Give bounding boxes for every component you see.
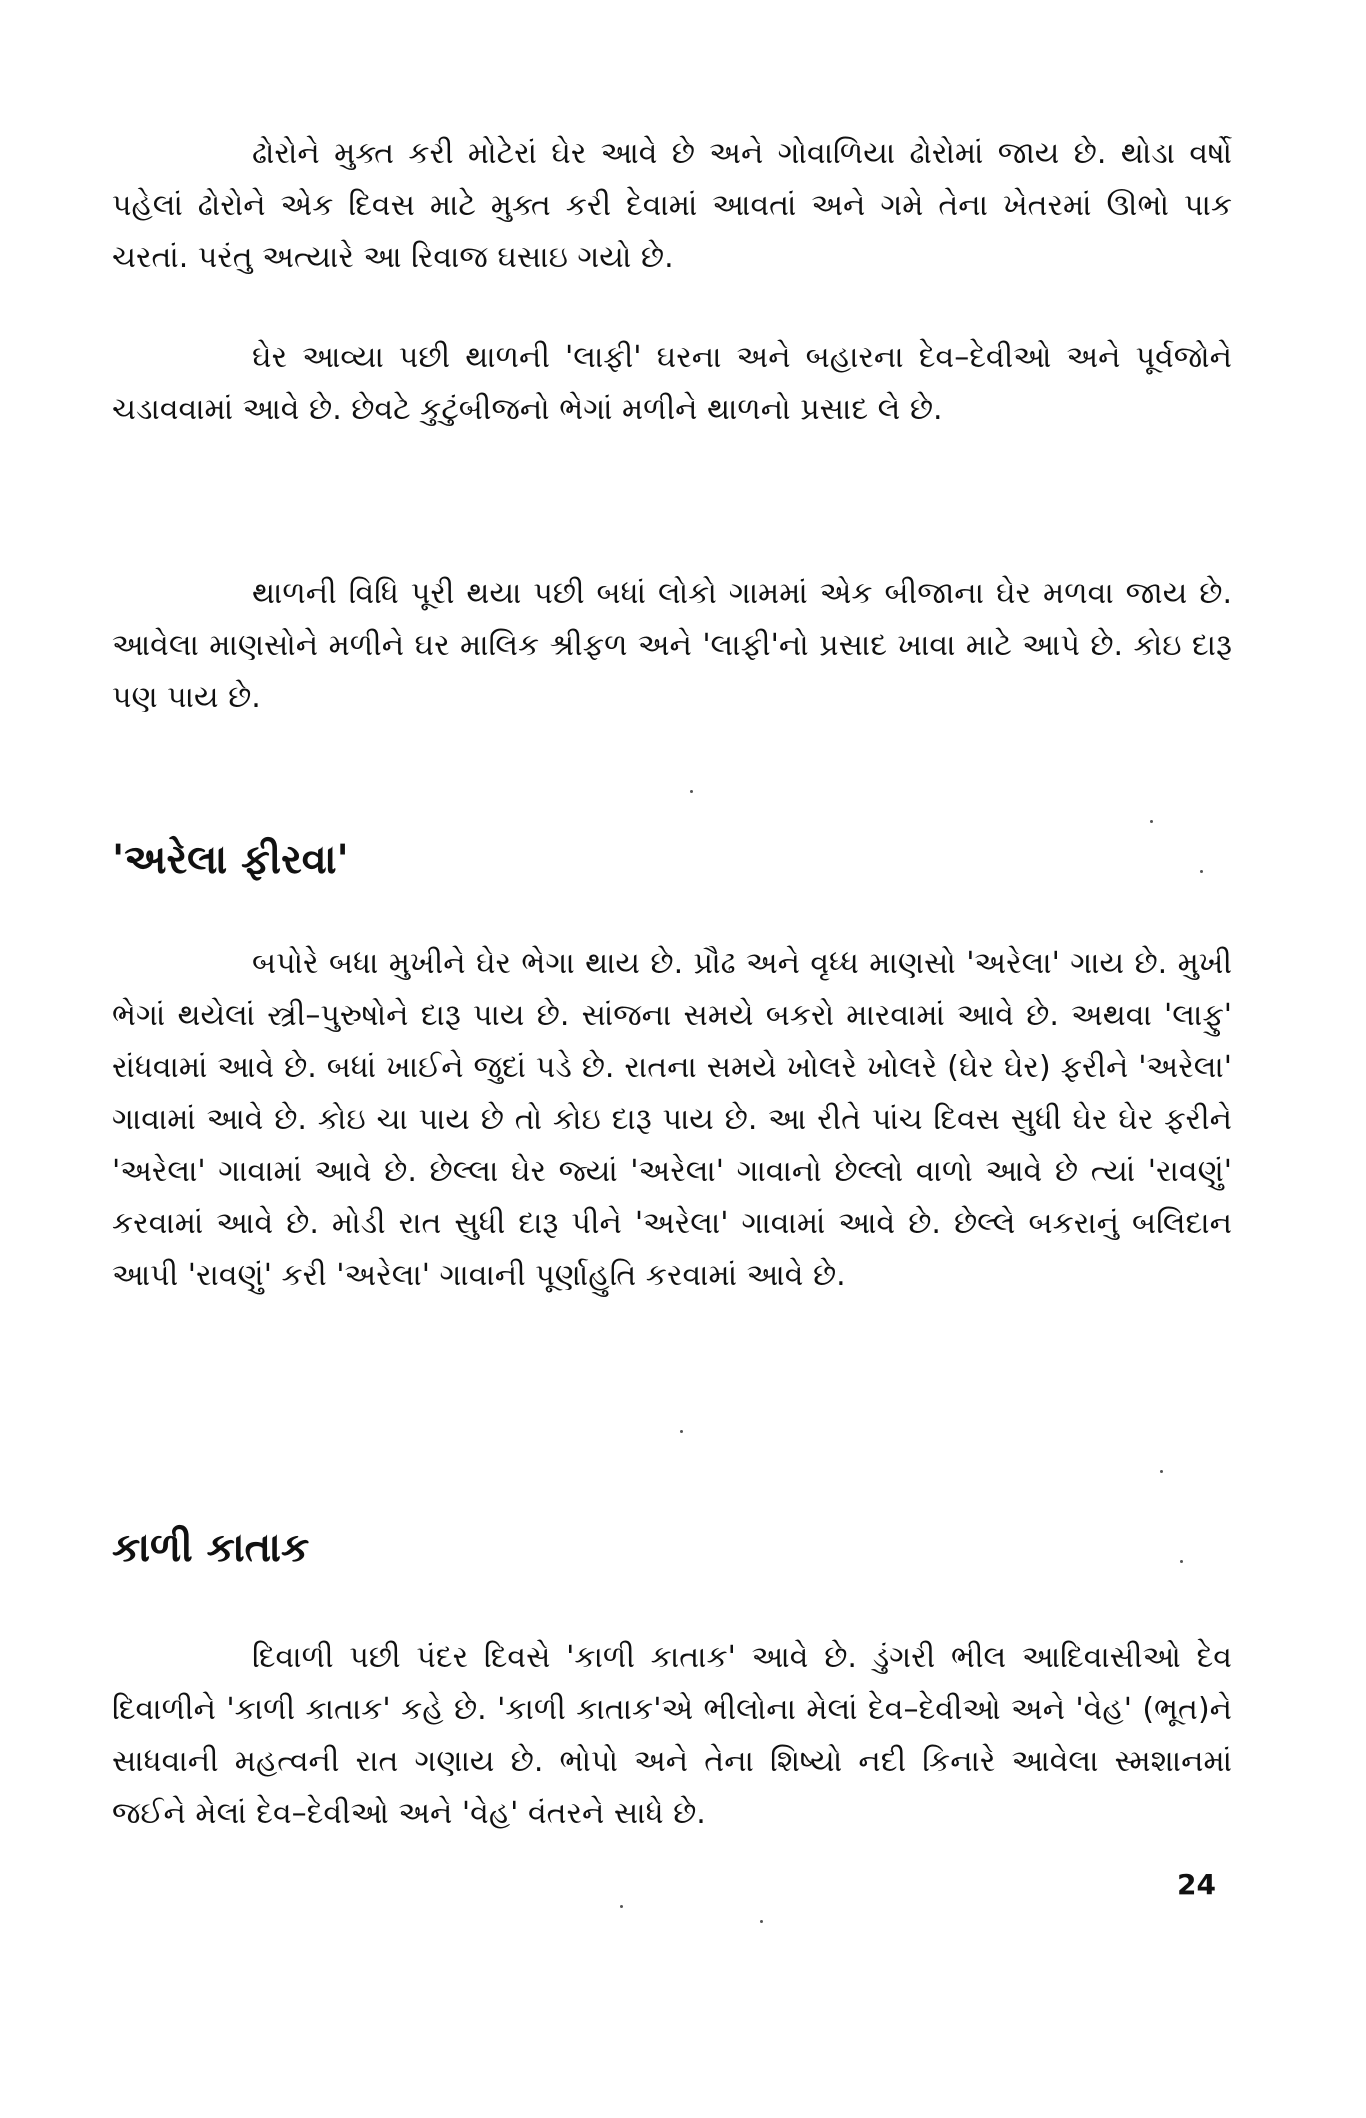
scan-speck [620,1905,623,1908]
scan-speck [760,1920,763,1923]
paragraph-visiting-homes: થાળની વિધિ પૂરી થયા પછી બધાં લોકો ગામમાં એક બીજાના ઘેર મળવા જાય છે. આવેલા માણસોને મળીને ઘર માલિક શ્રીફળ અને 'લાફી'નો પ્રસાદ ખાવા માટે આપે છે. કોઇ દારૂ પણ પાય છે. [112,576,1232,715]
scan-speck [1180,1560,1183,1563]
scan-speck [690,790,693,793]
scan-speck [680,1430,683,1433]
scan-speck [1150,820,1153,823]
paragraph-thaal-offering: ઘેર આવ્યા પછી થાળની 'લાફી' ઘરના અને બહારના દેવ–દેવીઓ અને પૂર્વજોને ચડાવવામાં આવે છે. છેવટે કુટુંબીજનો ભેગાં મળીને થાળનો પ્રસાદ લે છે. [112,340,1232,427]
section-heading-kali-katak: કાળી કાતાક [112,1525,310,1571]
page-number: 24 [1177,1868,1216,1901]
paragraph-arela-singing: બપોરે બધા મુખીને ઘેર ભેગા થાય છે. પ્રૌઢ અને વૃધ્ધ માણસો 'અરેલા' ગાય છે. મુખી ભેગાં થયેલાં સ્ત્રી–પુરુષોને દારૂ પાય છે. સાંજના સમયે બકરો મારવામાં આવે છે. અથવા 'લાફુ' રાંધવામાં આવે છે. બધાં ખાઈને જુદાં પડે છે. રાતના સમયે ખોલરે ખોલરે (ઘેર ઘેર) ફરીને 'અરેલા' ગાવામાં આવે છે. કોઇ ચા પાય છે તો કોઇ દારૂ પાય છે. આ રીતે પાંચ દિવસ સુધી ઘેર ઘેર ફરીને 'અરેલા' ગાવામાં આવે છે. છેલ્લા ઘેર જ્યાં 'અરેલા' ગાવાનો છેલ્લો વાળો આવે છે ત્યાં 'રાવણું' કરવામાં આવે છે. મોડી રાત સુધી દારૂ પીને 'અરેલા' ગાવામાં આવે છે. છેલ્લે બકરાનું બલિદાન આપી 'રાવણું' કરી 'અરેલા' ગાવાની પૂર્ણાહુતિ કરવામાં આવે છે. [112,946,1232,1293]
paragraph-cattle-release: ઢોરોને મુક્ત કરી મોટેરાં ઘેર આવે છે અને ગોવાળિયા ઢોરોમાં જાય છે. થોડા વર્ષો પહેલાં ઢોરોને એક દિવસ માટે મુક્ત કરી દેવામાં આવતાં અને ગમે તેના ખેતરમાં ઊભો પાક ચરતાં. પરંતુ અત્યારે આ રિવાજ ઘસાઇ ગયો છે. [112,136,1232,275]
section-heading-arela: 'અરેલા ફીરવા' [112,837,349,883]
scan-speck [1160,1470,1163,1473]
scan-speck [1200,870,1203,873]
paragraph-kali-katak: દિવાળી પછી પંદર દિવસે 'કાળી કાતાક' આવે છે. ડુંગરી ભીલ આદિવાસીઓ દેવ દિવાળીને 'કાળી કાતાક' કહે છે. 'કાળી કાતાક'એ ભીલોના મેલાં દેવ–દેવીઓ અને 'વેહ' (ભૂત)ને સાધવાની મહત્વની રાત ગણાય છે. ભોપો અને તેના શિષ્યો નદી કિનારે આવેલા સ્મશાનમાં જઈને મેલાં દેવ–દેવીઓ અને 'વેહ' વંતરને સાધે છે. [112,1640,1232,1831]
